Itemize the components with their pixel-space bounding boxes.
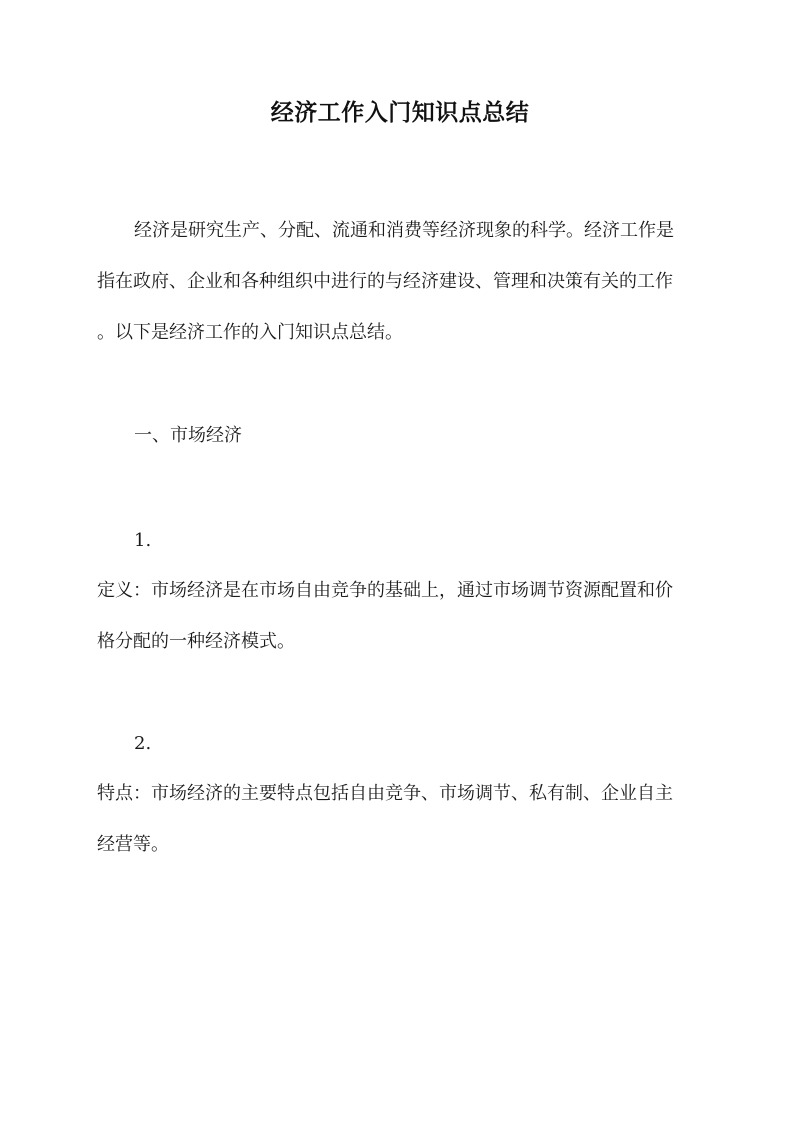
- item2-number: 2.: [134, 733, 152, 754]
- item2-line-2: 经营等。: [97, 834, 169, 855]
- item1-line-1: 定义：市场经济是在市场自由竞争的基础上，通过市场调节资源配置和价: [97, 580, 673, 601]
- section1-heading: 一、市场经济: [134, 425, 242, 446]
- item2-line-1: 特点：市场经济的主要特点包括自由竞争、市场调节、私有制、企业自主: [97, 783, 673, 804]
- document-title: 经济工作入门知识点总结: [270, 99, 530, 126]
- intro-line-1: 经济是研究生产、分配、流通和消费等经济现象的科学。经济工作是: [134, 220, 674, 241]
- item1-line-2: 格分配的一种经济模式。: [97, 631, 295, 652]
- section-heading: [97, 410, 705, 461]
- intro-line-2: 指在政府、企业和各种组织中进行的与经济建设、管理和决策有关的工作: [97, 271, 673, 292]
- item1-number: 1.: [134, 530, 152, 551]
- item1-definition: [97, 565, 705, 667]
- item1-number-block: [97, 515, 705, 566]
- item2-features: [97, 768, 705, 870]
- item2-number-block: [97, 718, 705, 769]
- intro-paragraph: [97, 205, 705, 358]
- intro-line-3: 。以下是经济工作的入门知识点总结。: [97, 322, 403, 343]
